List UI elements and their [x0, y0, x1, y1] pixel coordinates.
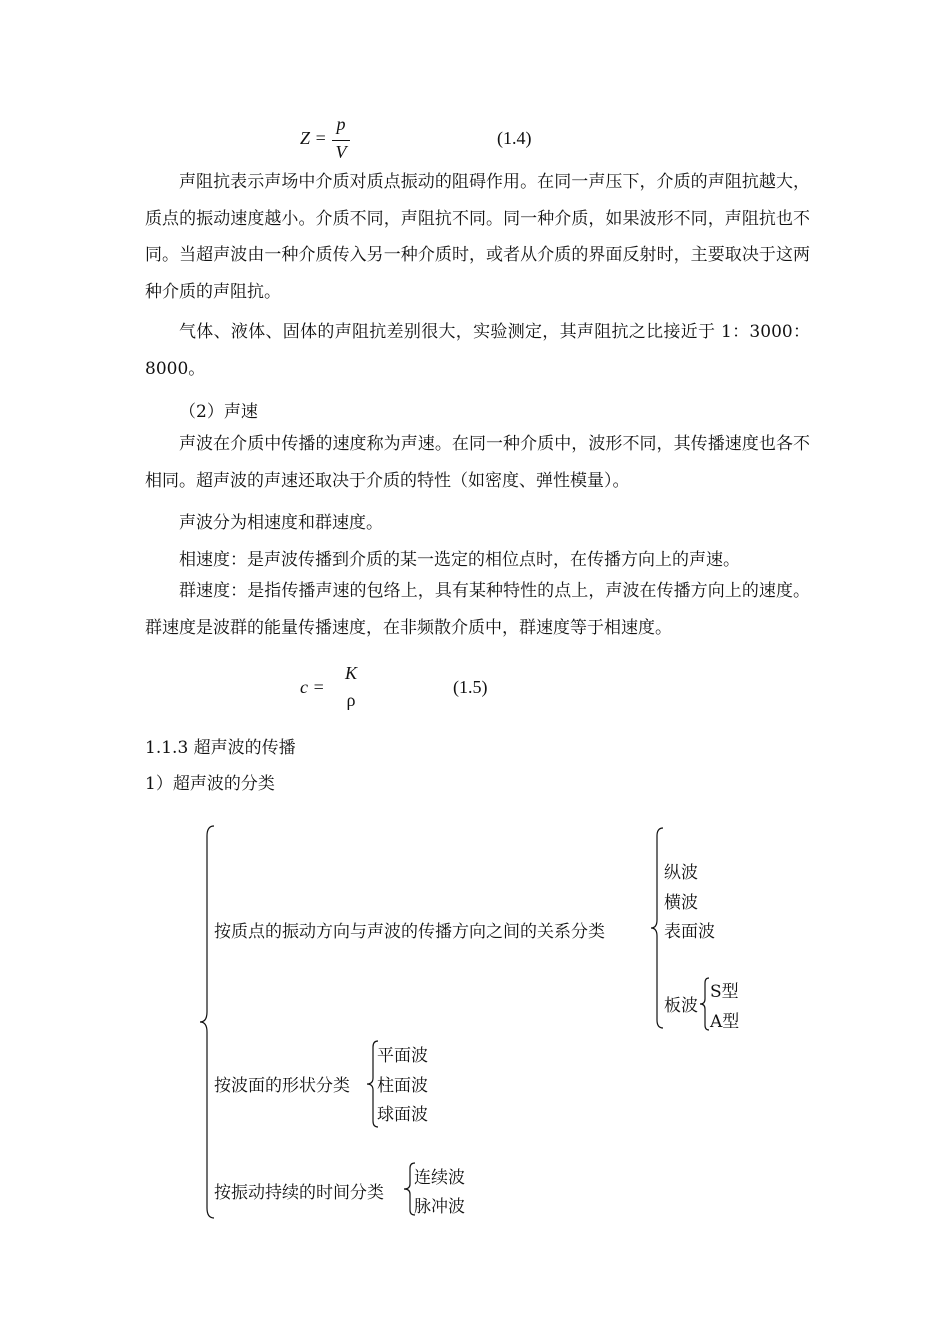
plate-wave-a-type: A型 — [710, 1012, 740, 1032]
group3-item-continuous: 连续波 — [414, 1168, 465, 1188]
eq1-numerator: p — [336, 114, 346, 134]
group2-item-spherical: 球面波 — [377, 1105, 428, 1125]
eq1-lhs: Z = — [300, 128, 327, 148]
group1-item-transverse: 横波 — [664, 893, 698, 913]
eq1-fraction-bar — [332, 140, 350, 141]
subsection-title: 1）超声波的分类 — [145, 774, 275, 794]
group1-item-plate: 板波 — [664, 996, 698, 1016]
heading-sound-speed: （2）声速 — [179, 402, 258, 422]
outer-brace — [200, 826, 216, 1218]
eq2-denominator: ρ — [346, 690, 356, 710]
group2-item-plane: 平面波 — [377, 1046, 428, 1066]
paragraph-impedance-ratio: 气体、液体、固体的声阻抗差别很大，实验测定，其声阻抗之比接近于 1：3000：8000。 — [145, 322, 810, 379]
section-title: 1.1.3 超声波的传播 — [145, 738, 296, 758]
paragraph-group-velocity: 群速度：是指传播声速的包络上，具有某种特性的点上，声波在传播方向上的速度。群速度是波群的能量传播速度，在非频散介质中，群速度等于相速度。 — [145, 581, 810, 638]
group1-label: 按质点的振动方向与声波的传播方向之间的关系分类 — [214, 922, 605, 942]
group1-brace — [651, 828, 665, 1028]
paragraph-phase-velocity: 相速度：是声波传播到介质的某一选定的相位点时，在传播方向上的声速。 — [179, 550, 740, 570]
eq2-number: (1.5) — [453, 677, 488, 697]
plate-wave-s-type: S型 — [710, 982, 739, 1002]
paragraph-velocity-types: 声波分为相速度和群速度。 — [179, 513, 383, 533]
group2-label: 按波面的形状分类 — [214, 1076, 350, 1096]
group1-item-longitudinal: 纵波 — [664, 863, 698, 883]
eq1-number: (1.4) — [497, 128, 532, 148]
paragraph-acoustic-impedance: 声阻抗表示声场中介质对质点振动的阻碍作用。在同一声压下，介质的声阻抗越大，质点的振动速度越小。介质不同，声阻抗不同。同一种介质，如果波形不同，声阻抗也不同。当超声波由一种介质传入另一种介质时，或者从介质的界面反射时，主要取决于这两种介质的声阻抗。 — [145, 172, 810, 302]
group3-label: 按振动持续的时间分类 — [214, 1183, 384, 1203]
group1-item-surface: 表面波 — [664, 922, 715, 942]
plate-wave-brace — [700, 978, 710, 1030]
eq1-denominator: V — [335, 142, 347, 162]
eq2-lhs: c = — [300, 677, 325, 697]
group2-item-cylindrical: 柱面波 — [377, 1076, 428, 1096]
eq2-numerator: K — [344, 663, 357, 683]
paragraph-sound-speed: 声波在介质中传播的速度称为声速。在同一种介质中，波形不同，其传播速度也各不相同。超声波的声速还取决于介质的特性（如密度、弹性模量）。 — [145, 434, 810, 491]
group3-item-pulse: 脉冲波 — [414, 1197, 465, 1217]
